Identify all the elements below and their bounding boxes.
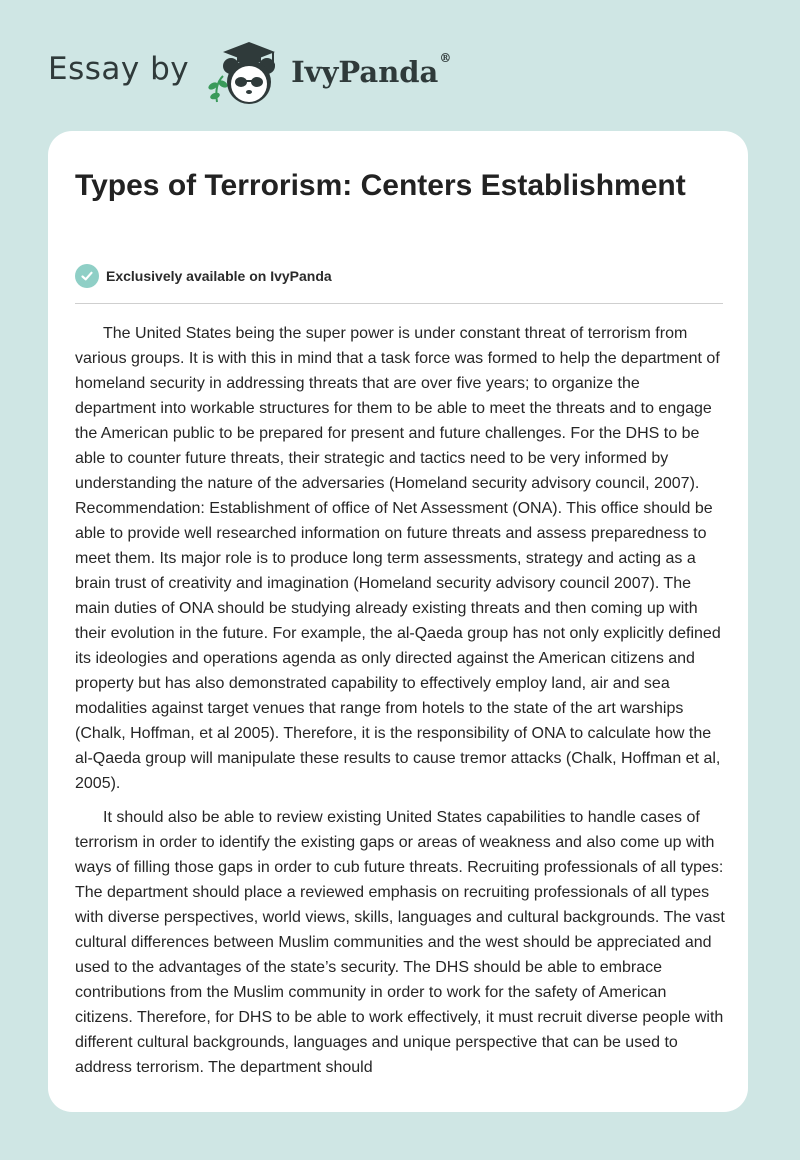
registered-mark: ® xyxy=(439,51,452,65)
check-icon xyxy=(75,264,99,288)
essay-card xyxy=(48,131,748,1112)
site-header xyxy=(48,38,451,108)
exclusive-badge-label: Exclusively available on IvyPanda xyxy=(106,268,332,284)
divider xyxy=(75,303,723,304)
page-title: Types of Terrorism: Centers Establishment xyxy=(75,169,686,202)
paragraph: The United States being the super power is under constant threat of terrorism from various groups. It is with this in mind that a task force was formed to help the department of homeland security in addressing threats that are over five years; to organize the department into workable structures for them to be able to meet the threats and to engage the American public to be prepared for present and future challenges. For the DHS to be able to counter future threats, their strategic and tactics need to be very informed by understanding the nature of the adversaries (Homeland security advisory council, 2007). Recommendation: Establishment of office of Net Assessment (ONA). This office should be able to provide well researched information on future threats and assess preparedness to meet them. Its major role is to produce long term assessments, strategy and acting as a brain trust of creativity and imagination (Homeland security advisory council 2007). The main duties of ONA should be studying already existing threats and then coming up with their evolution in the future. For example, the al-Qaeda group has not only explicitly defined its ideologies and operations agenda as only directed against the American citizens and property but has also demonstrated capability to effectively employ land, air and sea modalities against target venues that range from hotels to the state of the art warships (Chalk, Hoffman, et al 2005). Therefore, it is the responsibility of ONA to calculate how the al-Qaeda group will manipulate these results to cause tremor attacks (Chalk, Hoffman et al, 2005). xyxy=(75,325,721,792)
panda-graduate-icon[interactable] xyxy=(203,38,289,108)
exclusive-badge xyxy=(75,264,332,288)
essay-by-label: Essay by xyxy=(48,51,190,87)
paragraph: It should also be able to review existing United States capabilities to handle cases of terrorism in order to identify the existing gaps or areas of weakness and also come up with ways of filling those gaps in order to cub future threats. Recruiting professionals of all types: The department should place a reviewed emphasis on recruiting professionals of all types with diverse perspectives, world views, skills, languages and cultural backgrounds. The vast cultural differences between Muslim communities and the west should be appreciated and used to the advantages of the state’s security. The DHS should be able to embrace contributions from the Muslim community in order to work for the safety of American citizens. Therefore, for DHS to be able to work effectively, it must recruit diverse people with different cultural backgrounds, languages and unique perspective that can be used to address terrorism. The department should xyxy=(75,809,725,1076)
brand-name[interactable]: IvyPanda® xyxy=(291,51,452,89)
essay-body xyxy=(75,321,725,1089)
